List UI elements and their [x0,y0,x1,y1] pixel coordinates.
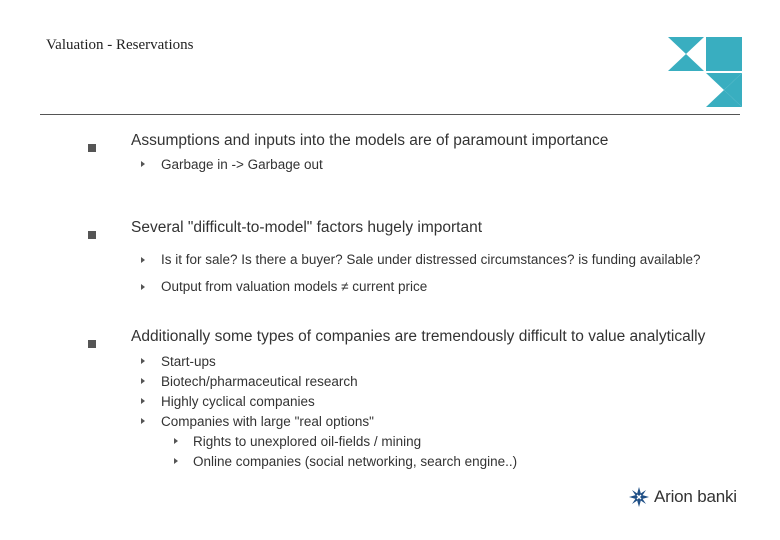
square-bullet-icon [88,340,96,348]
list-item: Garbage in -> Garbage out [161,157,323,172]
square-bullet-icon [88,231,96,239]
arrow-bullet-icon [174,458,178,464]
list-item: Start-ups [161,354,216,369]
arrow-bullet-icon [141,358,145,364]
list-item: Companies with large "real options" [161,414,374,429]
list-item: Is it for sale? Is there a buyer? Sale under distressed circumstances? is funding available? [161,252,701,267]
arrow-bullet-icon [141,398,145,404]
arrow-bullet-icon [174,438,178,444]
list-item: Biotech/pharmaceutical research [161,374,358,389]
list-item: Output from valuation models ≠ current price [161,279,428,294]
section-heading: Additionally some types of companies are tremendously difficult to value analytically [131,328,706,345]
section-heading: Several "difficult-to-model" factors hugely important [131,219,483,236]
arrow-bullet-icon [141,284,145,290]
list-item: Highly cyclical companies [161,394,315,409]
title-divider [40,114,740,115]
arion-star-icon [628,486,650,508]
section-heading: Assumptions and inputs into the models are of paramount importance [131,132,609,149]
arrow-bullet-icon [141,378,145,384]
logo-tiles-icon [668,37,742,107]
arrow-bullet-icon [141,161,145,167]
sub-list-item: Rights to unexplored oil-fields / mining [193,434,422,449]
sub-list-item: Online companies (social networking, search engine..) [193,454,518,469]
brand-name: Arion banki [654,487,737,506]
square-bullet-icon [88,144,96,152]
brand-logo [628,485,737,509]
arrow-bullet-icon [141,418,145,424]
slide-title: Valuation - Reservations [46,37,194,53]
arrow-bullet-icon [141,257,145,263]
